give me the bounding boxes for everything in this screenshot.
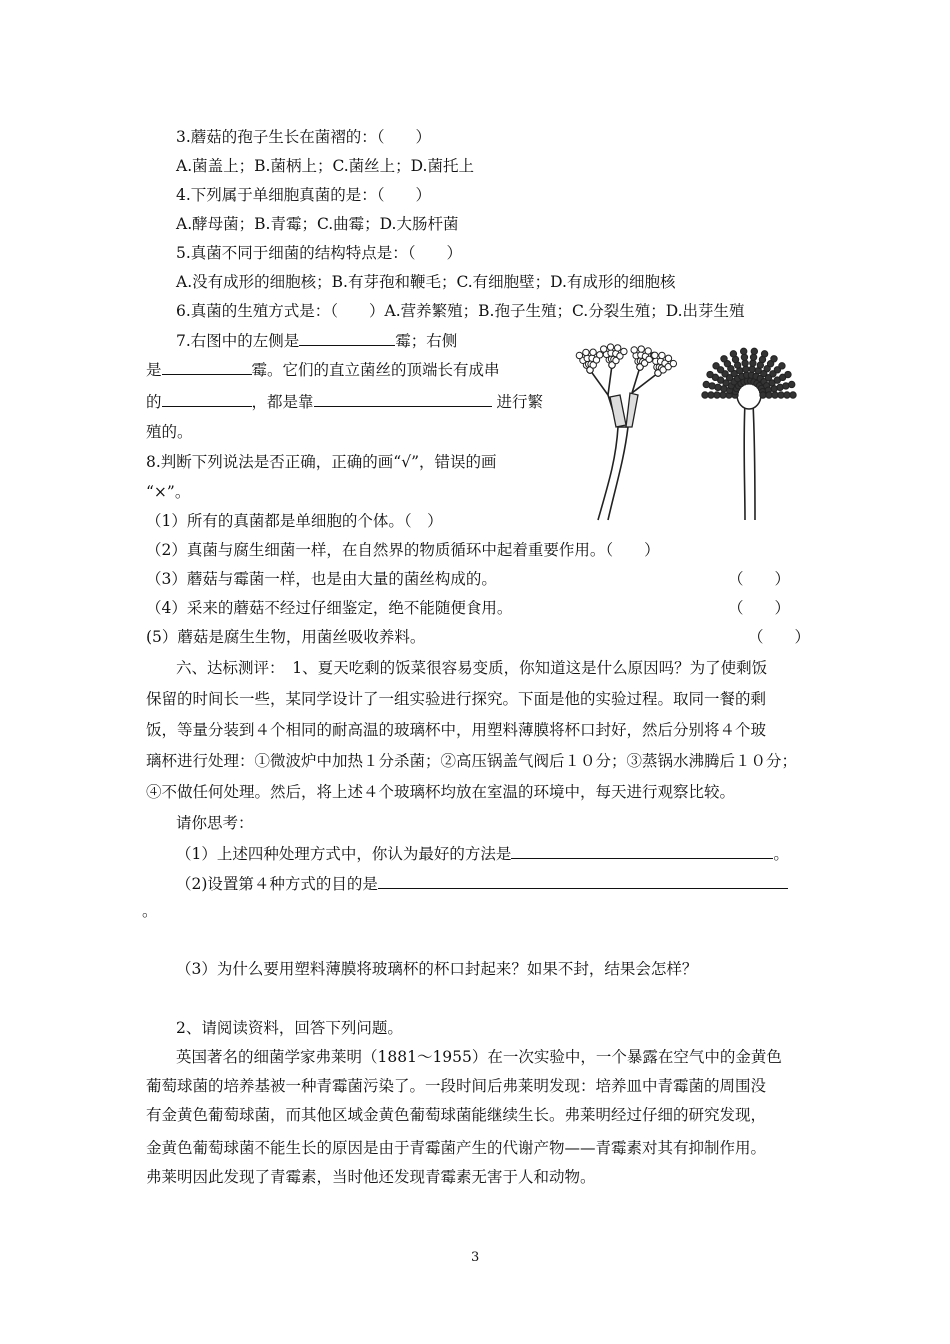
spore xyxy=(645,348,651,354)
spore xyxy=(766,392,772,398)
question-5-options: A.没有成形的细胞核；B.有芽孢和鞭毛；C.有细胞壁；D.有成形的细胞核 xyxy=(176,273,676,291)
spore xyxy=(631,347,637,353)
question-3-options: A.菌盖上；B.菌柄上；C.菌丝上；D.菌托上 xyxy=(176,157,474,175)
spore xyxy=(751,348,757,354)
spore xyxy=(621,348,627,354)
spore xyxy=(713,363,719,369)
section-6-paragraph-line1: 六、达标测评： 1、夏天吃剩的饭菜很容易变质，你知道这是什么原因吗？为了使剩饭 xyxy=(176,659,768,677)
judge-item-2: （2）真菌与腐生细菌一样，在自然界的物质循环中起着重要作用。（ ） xyxy=(146,541,660,559)
judge-item-3: （3）蘑菇与霉菌一样，也是由大量的菌丝构成的。 xyxy=(146,570,497,588)
question-4-options: A.酵母菌；B.青霉；C.曲霉；D.大肠杆菌 xyxy=(176,215,459,233)
spore xyxy=(614,345,620,351)
question-8-line2: “×”。 xyxy=(146,483,191,501)
spore xyxy=(659,352,665,358)
reading-line-2: 葡萄球菌的培养基被一种青霉菌污染了。一段时间后弗莱明发现：培养皿中青霉菌的周围没 xyxy=(146,1077,767,1095)
sub-question-1: （1）上述四种处理方式中，你认为最好的方法是 。 xyxy=(176,842,789,865)
reading-line-3: 有金黄色葡萄球菌，而其他区域金黄色葡萄球菌能继续生长。弗莱明经过仔细的研究发现， xyxy=(146,1106,767,1124)
sub-question-2: （2)设置第４种方式的目的是 xyxy=(176,872,788,895)
spore xyxy=(714,392,720,398)
reading-line-5: 弗莱明因此发现了青霉素，当时他还发现青霉素无害于人和动物。 xyxy=(146,1168,596,1186)
spore xyxy=(785,371,791,377)
spore xyxy=(789,381,795,387)
question-4: 4.下列属于单细胞真菌的是：（ ） xyxy=(176,186,432,204)
question-7-line3: 的 ，都是靠 进行繁 xyxy=(146,390,543,413)
spore xyxy=(741,354,747,360)
judge-item-1: （1）所有的真菌都是单细胞的个体。（ ） xyxy=(146,512,443,530)
question-7-line2: 是 霉。它们的直立菌丝的顶端长有成串 xyxy=(146,358,500,381)
spore xyxy=(708,392,714,398)
spore xyxy=(597,352,603,358)
question-7-line4: 殖的。 xyxy=(146,423,193,441)
spore xyxy=(730,351,736,357)
mold-illustration-left xyxy=(570,335,680,525)
judge-item-5: (5）蘑菇是腐生生物，用菌丝吸收养料。 xyxy=(146,628,426,646)
spore xyxy=(707,371,713,377)
question-7-line1: 7.右图中的左侧是 霉；右侧 xyxy=(176,329,457,352)
spore xyxy=(779,363,785,369)
spore xyxy=(750,354,756,360)
spore xyxy=(576,352,582,358)
page-number: 3 xyxy=(471,1250,480,1265)
spore xyxy=(742,360,748,366)
question-5: 5.真菌不同于细菌的结构特点是：（ ） xyxy=(176,244,463,262)
spore xyxy=(750,360,756,366)
spore xyxy=(638,346,644,352)
spore xyxy=(772,392,778,398)
spore xyxy=(743,366,749,372)
question-3: 3.蘑菇的孢子生长在菌褶的：（ ） xyxy=(176,128,432,146)
answer-blank[interactable] xyxy=(511,842,773,859)
spore xyxy=(652,352,658,358)
answer-blank[interactable] xyxy=(162,390,252,407)
spore xyxy=(670,360,676,366)
section-6-paragraph-line5: ④不做任何处理。然后，将上述４个玻璃杯均放在室温的环境中，每天进行观察比较。 xyxy=(146,783,736,801)
judge-item-5-paren[interactable]: （ ） xyxy=(748,628,811,646)
spore xyxy=(720,392,726,398)
section-6-paragraph-line3: 饭，等量分装到４个相同的耐高温的玻璃杯中，用塑料薄膜将杯口封好，然后分别将４个玻 xyxy=(146,721,767,739)
reading-line-1: 英国著名的细菌学家弗莱明（1881～1955）在一次实验中，一个暴露在空气中的金黄色 xyxy=(176,1048,782,1066)
spore xyxy=(583,349,589,355)
spore xyxy=(749,366,755,372)
spore xyxy=(601,346,607,352)
spore xyxy=(607,344,613,350)
section-6-paragraph-line4: 璃杯进行处理：①微波炉中加热１分杀菌；②高压锅盖气阀后１０分；③蒸锅水沸腾后１０分； xyxy=(146,752,798,770)
mold-illustration-right xyxy=(695,335,805,525)
spore xyxy=(590,349,596,355)
spore xyxy=(761,351,767,357)
answer-blank[interactable] xyxy=(299,329,395,346)
sub-question-3: （3）为什么要用塑料薄膜将玻璃杯的杯口封起来？如果不封，结果会怎样？ xyxy=(176,960,698,978)
spore xyxy=(760,392,766,398)
spore xyxy=(665,355,671,361)
reading-line-4: 金黄色葡萄球菌不能生长的原因是由于青霉菌产生的代谢产物——青霉素对其有抑制作用。 xyxy=(146,1139,767,1157)
question-8-line1: 8.判断下列说法是否正确，正确的画“√”，错误的画 xyxy=(146,453,497,471)
reading-heading: 2、请阅读资料，回答下列问题。 xyxy=(176,1019,403,1037)
judge-item-3-paren[interactable]: （ ） xyxy=(728,570,791,588)
spore xyxy=(703,381,709,387)
answer-blank[interactable] xyxy=(162,358,252,375)
spore xyxy=(702,392,708,398)
answer-blank[interactable] xyxy=(378,872,788,889)
spore xyxy=(721,356,727,362)
section-6-paragraph-line2: 保留的时间长一些，某同学设计了一组实验进行探究。下面是他的实验过程。取同一餐的剩 xyxy=(146,690,767,708)
think-prompt: 请你思考： xyxy=(176,814,254,832)
spore xyxy=(771,356,777,362)
judge-item-4: （4）采来的蘑菇不经过仔细鉴定，绝不能随便食用。 xyxy=(146,599,513,617)
spore xyxy=(740,348,746,354)
answer-blank[interactable] xyxy=(314,390,492,407)
spore xyxy=(778,392,784,398)
question-6: 6.真菌的生殖方式是：（ ）A.营养繁殖；B.孢子生殖；C.分裂生殖；D.出芽生殖 xyxy=(176,302,745,320)
spore xyxy=(784,392,790,398)
spore xyxy=(790,392,796,398)
judge-item-4-paren[interactable]: （ ） xyxy=(728,599,791,617)
sub-question-2-end: 。 xyxy=(142,902,158,920)
